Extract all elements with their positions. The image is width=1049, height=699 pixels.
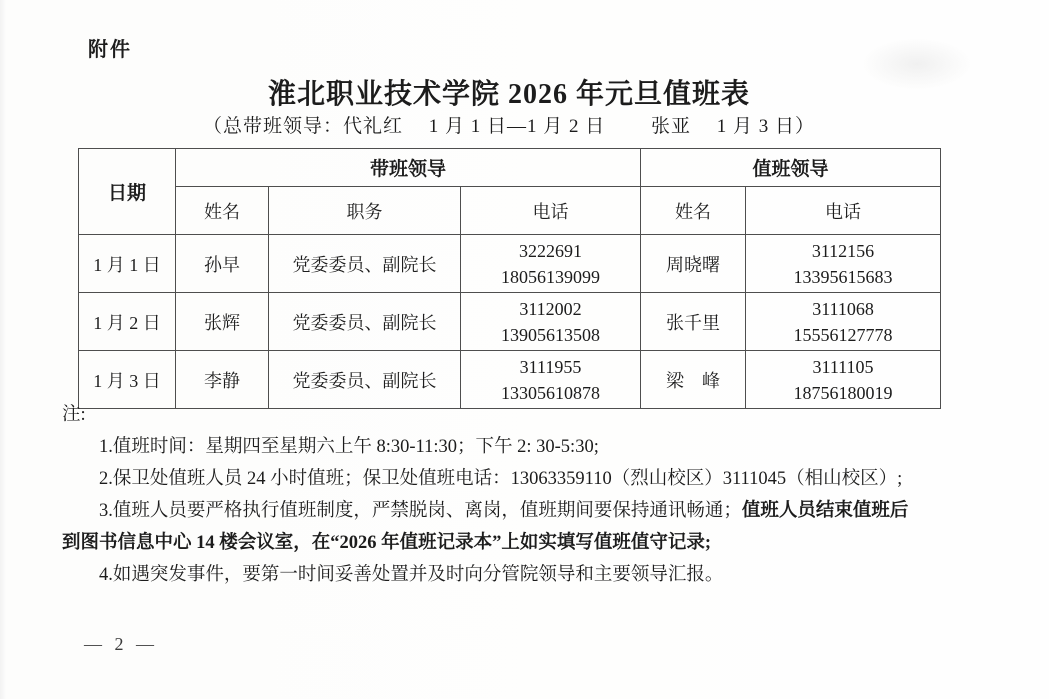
cell-lead-phone	[461, 293, 641, 351]
notes-label: 注:	[62, 405, 86, 425]
table-header-row-groups	[79, 149, 941, 187]
cell-lead-title: 党委委员、副院长	[269, 351, 461, 409]
phone-line-1: 3112156	[811, 240, 875, 261]
cell-lead-name: 张辉	[176, 293, 269, 351]
page-number: — 2 —	[84, 634, 158, 654]
phone-line-1: 3111955	[519, 356, 582, 377]
table-row	[79, 293, 941, 351]
cell-date: 1 月 3 日	[79, 351, 176, 409]
note-1: 1.值班时间：星期四至星期六上午 8:30-11:30；下午 2: 30-5:30;	[99, 437, 599, 457]
cell-lead-title: 党委委员、副院长	[269, 235, 461, 293]
cell-duty-name: 周晓曙	[641, 235, 746, 293]
header-date: 日期	[79, 149, 176, 235]
phone-line-1: 3222691	[519, 240, 582, 261]
cell-lead-phone	[461, 235, 641, 293]
header-lead-title: 职务	[269, 187, 461, 235]
header-lead-phone: 电话	[461, 187, 641, 235]
note-3-line-1	[62, 495, 942, 527]
cell-lead-name: 孙早	[176, 235, 269, 293]
phone-line-2: 15556127778	[793, 324, 893, 345]
cell-date: 1 月 1 日	[79, 235, 176, 293]
table-row	[79, 235, 941, 293]
table-header-row-fields	[79, 187, 941, 235]
phone-line-2: 13305610878	[501, 382, 600, 403]
cell-date: 1 月 2 日	[79, 293, 176, 351]
page-title: 淮北职业技术学院 2026 年元旦值班表	[267, 79, 750, 110]
notes-section	[62, 399, 942, 591]
header-duty-name: 姓名	[641, 187, 746, 235]
phone-line-1: 3111068	[812, 298, 874, 319]
header-duty-phone: 电话	[746, 187, 941, 235]
cell-duty-phone	[746, 293, 941, 351]
phone-line-2: 13905613508	[501, 324, 600, 345]
header-duty-group: 值班领导	[641, 149, 941, 187]
note-3-line-2: 到图书信息中心 14 楼会议室，在“2026 年值班记录本”上如实填写值班值守记录;	[62, 533, 712, 553]
cell-lead-title: 党委委员、副院长	[269, 293, 461, 351]
attachment-label: 附件	[88, 39, 132, 61]
page-subtitle: （总带班领导：代礼红 1 月 1 日—1 月 2 日 张亚 1 月 3 日）	[202, 116, 815, 137]
note-3-normal-text: 3.值班人员要严格执行值班制度，严禁脱岗、离岗，值班期间要保持通讯畅通；	[99, 501, 742, 521]
duty-roster-table	[78, 148, 941, 409]
note-2: 2.保卫处值班人员 24 小时值班；保卫处值班电话：13063359110（烈山校区）3111045（相山校区）;	[99, 469, 903, 489]
cell-duty-phone	[746, 235, 941, 293]
phone-line-2: 18056139099	[501, 266, 600, 287]
cell-duty-name: 梁 峰	[641, 351, 746, 409]
note-3-bold-text: 值班人员结束值班后	[741, 501, 909, 521]
cell-lead-name: 李静	[176, 351, 269, 409]
phone-line-2: 18756180019	[793, 382, 893, 403]
phone-line-2: 13395615683	[793, 266, 893, 287]
note-4: 4.如遇突发事件，要第一时间妥善处置并及时向分管院领导和主要领导汇报。	[99, 565, 724, 585]
phone-line-1: 3111105	[812, 356, 874, 377]
cell-duty-name: 张千里	[641, 293, 746, 351]
phone-line-1: 3112002	[519, 298, 582, 319]
header-lead-name: 姓名	[176, 187, 269, 235]
header-lead-group: 带班领导	[176, 149, 641, 187]
